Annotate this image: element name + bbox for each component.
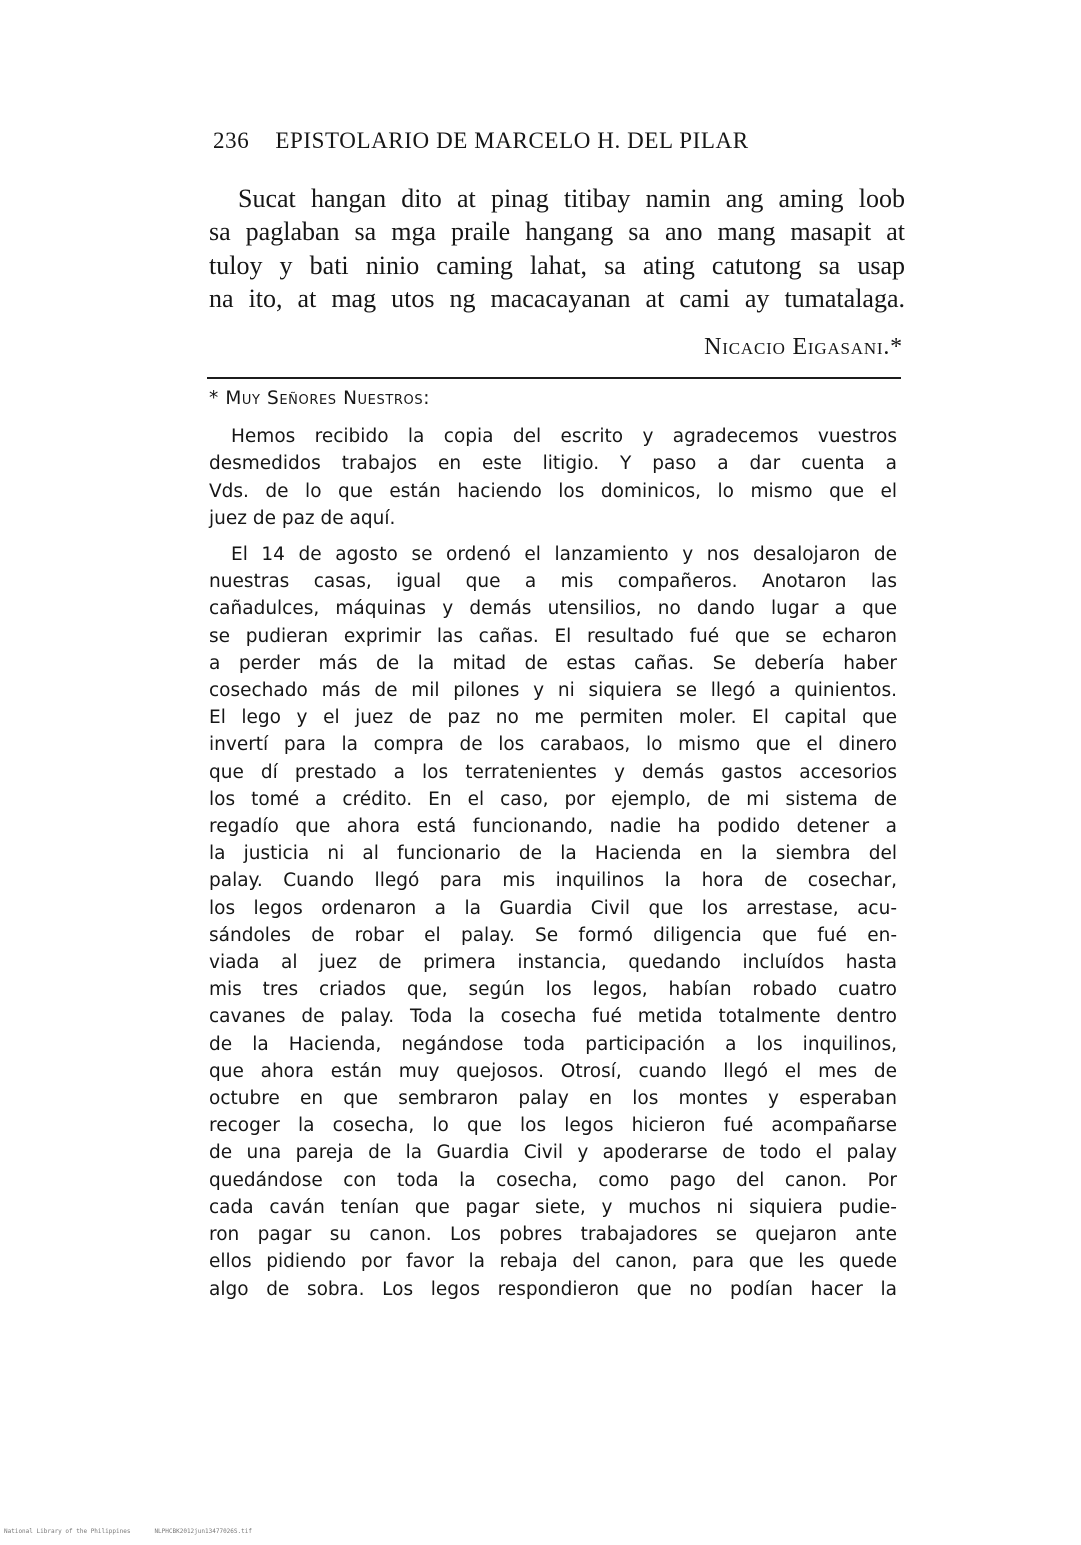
text-line: tuloy y bati ninio caming lahat, sa ating catutong sa usap [209, 250, 905, 280]
footnote-divider [207, 377, 901, 379]
footnote-line: que dí prestado a los terratenientes y demás gastos accesorios [209, 761, 897, 783]
running-title: EPISTOLARIO DE MARCELO H. DEL PILAR [275, 128, 749, 153]
footnote-line: ellos pidiendo por favor la rebaja del canon, para que les quede [209, 1251, 897, 1273]
footnote-salutation: * Muy Señores Nuestros: [209, 388, 431, 409]
footnote-line: recoger la cosecha, lo que los legos hicieron fué acompañarse [209, 1115, 897, 1137]
footnote-line: algo de sobra. Los legos respondieron que no podían hacer la [209, 1278, 897, 1300]
footnote-line: a perder más de la mitad de estas cañas. Se debería haber [209, 652, 897, 674]
footnote-line: los tomé a crédito. En el caso, por ejemplo, de mi sistema de [209, 788, 897, 810]
footnote-line: mis tres criados que, según los legos, habían robado cuatro [209, 979, 897, 1001]
footnote-line: palay. Cuando llegó para mis inquilinos la hora de cosechar, [209, 870, 897, 892]
footnote-line: regadío que ahora está funcionando, nadie ha podido detener a [209, 816, 897, 838]
footnote-line: de una pareja de la Guardia Civil y apoderarse de todo el palay [209, 1142, 897, 1164]
signature: Nicacio Eigasani.* [704, 334, 903, 360]
footnote-line: Vds. de lo que están haciendo los dominicos, lo mismo que el [209, 480, 897, 502]
text-line: sa paglaban sa mga praile hangang sa ano mang masapit at [209, 217, 905, 247]
footnote-line: El lego y el juez de paz no me permiten moler. El capital que [209, 707, 897, 729]
footnote-line: cañadulces, máquinas y demás utensilios, no dando lugar a que [209, 598, 897, 620]
footnote-line: los legos ordenaron a la Guardia Civil que los arrestase, acu- [209, 897, 897, 919]
footnote-paragraph-1 [209, 423, 897, 532]
footnote-line: El 14 de agosto se ordenó el lanzamiento y nos desalojaron de [231, 544, 897, 566]
footnote-line: de la Hacienda, negándose toda participación a los inquilinos, [209, 1033, 897, 1055]
footnote-line: juez de paz de aquí. [209, 507, 396, 529]
footnote-line: ron pagar su canon. Los pobres trabajadores se quejaron ante [209, 1224, 897, 1246]
footnote-line: se pudieran exprimir las cañas. El resultado fué que se echaron [209, 625, 897, 647]
footnote-line: que ahora están muy quejosos. Otrosí, cuando llegó el mes de [209, 1060, 897, 1082]
footnote-line: viada al juez de primera instancia, quedando incluídos hasta [209, 952, 897, 974]
library-credit: National Library of the Philippines [4, 1528, 131, 1535]
footnote-paragraph-2 [209, 541, 897, 1303]
footnote [209, 385, 897, 1303]
footnote-line: cada caván tenían que pagar siete, y muchos ni siquiera pudie- [209, 1196, 897, 1218]
footnote-line: invertí para la compra de los carabaos, lo mismo que el dinero [209, 734, 897, 756]
footnote-line: cosechado más de mil pilones y ni siquiera se llegó a quinientos. [209, 680, 897, 702]
footnote-line: desmedidos trabajos en este litigio. Y paso a dar cuenta a [209, 453, 897, 475]
footnote-line: cavanes de palay. Toda la cosecha fué metida totalmente dentro [209, 1006, 897, 1028]
scan-footer [4, 1528, 276, 1535]
footnote-line: sándoles de robar el palay. Se formó diligencia que fué en- [209, 924, 897, 946]
paragraph-gap [209, 532, 897, 541]
footnote-line: Hemos recibido la copia del escrito y agradecemos vuestros [231, 426, 897, 448]
page-number: 236 [213, 128, 250, 153]
page-header [213, 128, 903, 154]
text-line: Sucat hangan dito at pinag titibay namin ang aming loob [238, 184, 905, 213]
footnote-line: octubre en que sembraron palay en los montes y esperaban [209, 1088, 897, 1110]
footnote-line: quedándose con toda la cosecha, como pago del canon. Por [209, 1169, 897, 1191]
scan-filename: NLPHCBK2012jun13477026S.tif [154, 1528, 252, 1535]
letter-closing-text [209, 182, 905, 315]
text-line: na ito, at mag utos ng macacayanan at cami ay tumatalaga. [209, 283, 905, 313]
footnote-line: la justicia ni al funcionario de la Hacienda en la siembra del [209, 843, 897, 865]
footnote-line: nuestras casas, igual que a mis compañeros. Anotaron las [209, 571, 897, 593]
